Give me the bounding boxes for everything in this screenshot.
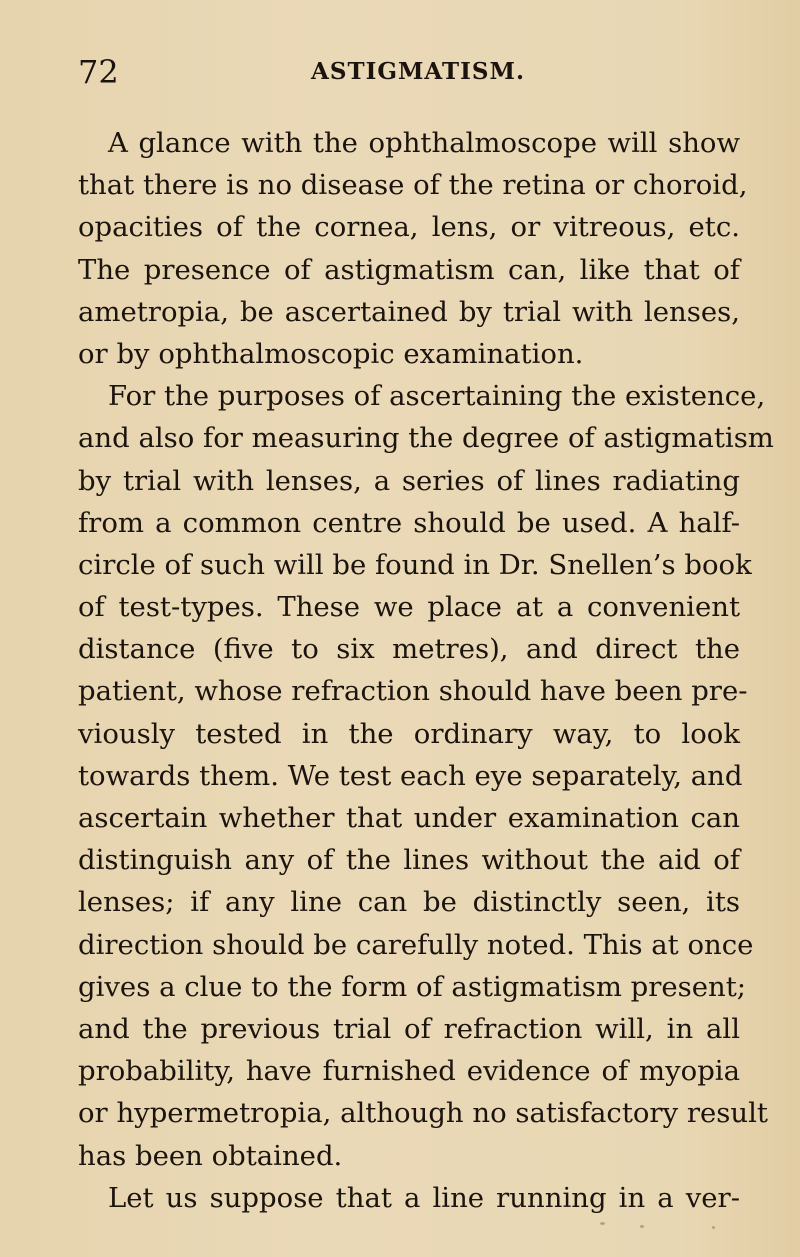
page-header xyxy=(78,52,738,92)
text-line: gives a clue to the form of astigmatism present; xyxy=(78,970,747,1003)
text-line: or by ophthalmoscopic examination. xyxy=(78,337,584,370)
page-number: 72 xyxy=(78,53,119,91)
text-line: from a common centre should be used. A half- xyxy=(78,506,740,539)
text-line: patient, whose refraction should have been pre- xyxy=(78,675,748,708)
text-line: has been obtained. xyxy=(78,1139,343,1172)
text-line: circle of such will be found in Dr. Snellen’s book xyxy=(78,548,752,581)
text-line: of test-types. These we place at a convenient xyxy=(78,591,740,624)
text-line: direction should be carefully noted. This at once xyxy=(78,928,754,961)
text-line: probability, have furnished evidence of myopia xyxy=(78,1055,740,1088)
text-line: distinguish any of the lines without the aid of xyxy=(78,844,740,877)
paper-speck xyxy=(640,1225,644,1228)
text-line: For the purposes of ascertaining the existence, xyxy=(108,380,766,413)
text-line: towards them. We test each eye separately, and xyxy=(78,759,743,792)
text-line: ascertain whether that under examination can xyxy=(78,802,740,834)
paper-speck xyxy=(712,1226,715,1229)
running-title: ASTIGMATISM. xyxy=(311,58,525,85)
text-line: that there is no disease of the retina or choroid, xyxy=(78,169,748,202)
text-line: and the previous trial of refraction will, in all xyxy=(78,1012,740,1045)
text-line: by trial with lenses, a series of lines radiating xyxy=(78,464,740,497)
text-line: Let us suppose that a line running in a ver- xyxy=(108,1181,740,1214)
text-line: viously tested in the ordinary way, to look xyxy=(78,717,740,750)
paper-speck xyxy=(600,1222,605,1225)
text-line: ametropia, be ascertained by trial with lenses, xyxy=(78,295,740,328)
text-line: opacities of the cornea, lens, or vitreous, etc. xyxy=(78,211,740,244)
text-line: or hypermetropia, although no satisfactory result xyxy=(78,1097,768,1130)
text-line: The presence of astigmatism can, like that of xyxy=(78,253,740,286)
body-text xyxy=(78,122,774,1219)
text-line: and also for measuring the degree of astigmatism xyxy=(78,422,774,455)
text-line: A glance with the ophthalmoscope will show xyxy=(108,127,740,159)
text-line: distance (five to six metres), and direct the xyxy=(78,633,740,666)
text-line: lenses; if any line can be distinctly seen, its xyxy=(78,886,740,919)
